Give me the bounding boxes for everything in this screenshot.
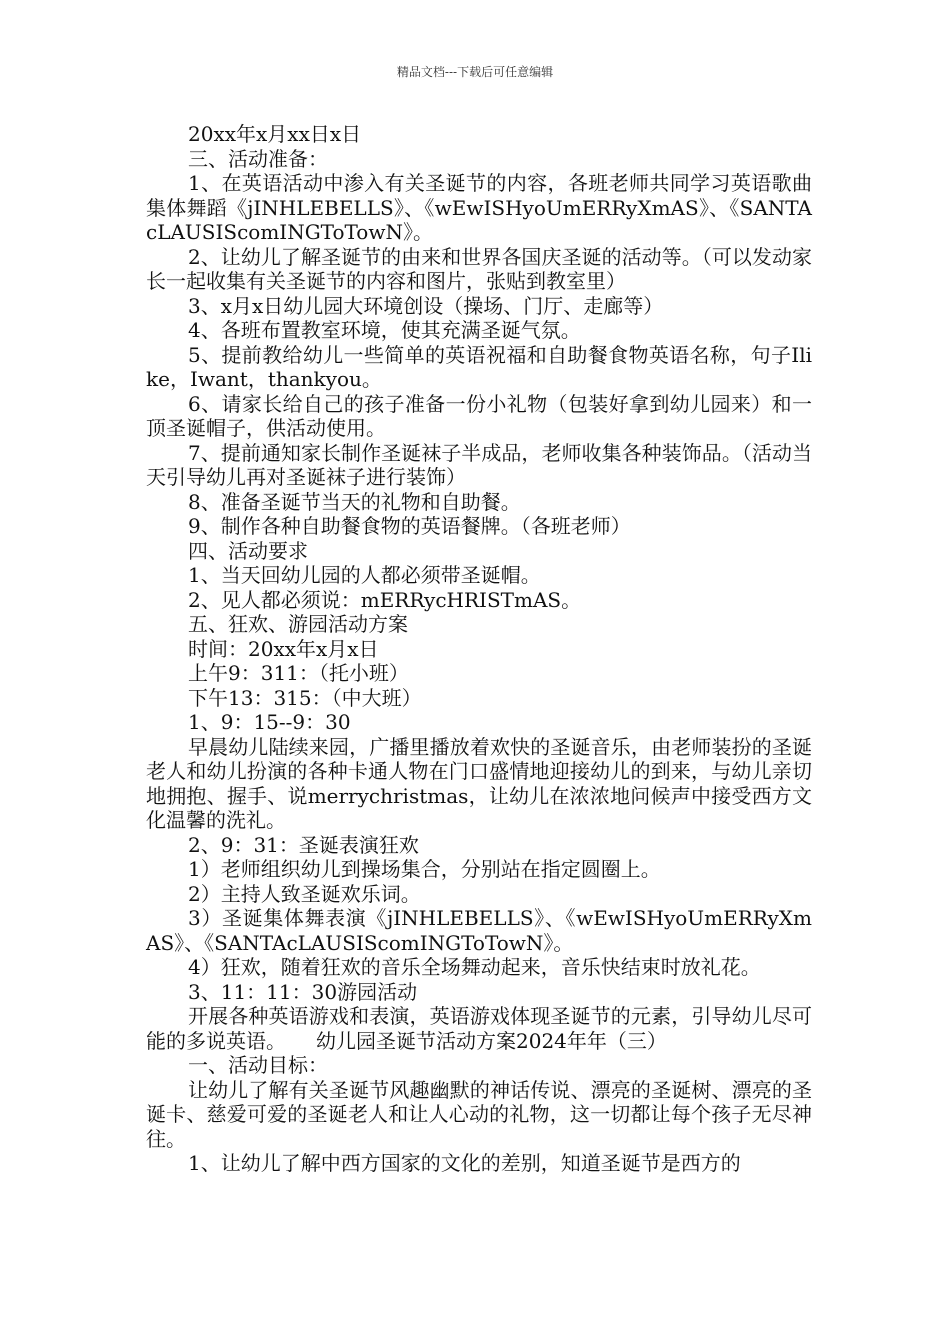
paragraph: 让幼儿了解有关圣诞节风趣幽默的神话传说、漂亮的圣诞树、漂亮的圣诞卡、慈爱可爱的圣诞老人和让人心动的礼物，这一切都让每个孩子无尽神往。 xyxy=(146,1077,812,1151)
section-heading-requirements: 四、活动要求 xyxy=(188,538,308,563)
paragraph: 1、9：15--9：30 xyxy=(188,710,351,734)
paragraph: 开展各种英语游戏和表演，英语游戏体现圣诞节的元素，引导幼儿尽可能的多说英语。 幼儿园圣诞节活动方案2024年年（三） xyxy=(146,1004,812,1053)
paragraph: 6、请家长给自己的孩子准备一份小礼物（包装好拿到幼儿园来）和一顶圣诞帽子，供活动使用。 xyxy=(146,391,812,440)
paragraph: 2、让幼儿了解圣诞节的由来和世界各国庆圣诞的活动等。（可以发动家长一起收集有关圣诞节的内容和图片，张贴到教室里） xyxy=(146,244,812,293)
section-heading-goals: 一、活动目标： xyxy=(188,1053,328,1077)
paragraph: 9、制作各种自助餐食物的英语餐牌。（各班老师） xyxy=(188,514,631,538)
paragraph: 2、见人都必须说：mERRycHRISTmAS。 xyxy=(188,587,582,612)
paragraph: 8、准备圣诞节当天的礼物和自助餐。 xyxy=(188,489,521,514)
paragraph: 2、9：31：圣诞表演狂欢 xyxy=(188,832,419,857)
paragraph: 4、各班布置教室环境，使其充满圣诞气氛。 xyxy=(188,318,581,342)
paragraph: 7、提前通知家长制作圣诞袜子半成品，老师收集各种装饰品。（活动当天引导幼儿再对圣诞袜子进行装饰） xyxy=(146,440,812,489)
paragraph: 早晨幼儿陆续来园，广播里播放着欢快的圣诞音乐，由老师装扮的圣诞老人和幼儿扮演的各种卡通人物在门口盛情地迎接幼儿的到来，与幼儿亲切地拥抱、握手、说merrychristmas，让幼儿在浓浓地问候声中接受西方文化温馨的洗礼。 xyxy=(146,734,812,832)
paragraph: 下午13：315：（中大班） xyxy=(188,685,422,710)
section-heading-carnival: 五、狂欢、游园活动方案 xyxy=(188,612,408,636)
paragraph: 上午9：311：（托小班） xyxy=(188,661,409,685)
paragraph: 4）狂欢，随着狂欢的音乐全场舞动起来，音乐快结束时放礼花。 xyxy=(188,955,761,979)
paragraph: 1、在英语活动中渗入有关圣诞节的内容，各班老师共同学习英语歌曲集体舞蹈《jINHLEBELLS》、《wEwISHyoUmERRyXmAS》、《SANTAcLAUSIScomINGToTowN》。 xyxy=(146,171,812,244)
paragraph: 3、11：11：30游园活动 xyxy=(188,979,418,1004)
paragraph: 5、提前教给幼儿一些简单的英语祝福和自助餐食物英语名称，句子Ilike，Iwant，thankyou。 xyxy=(146,342,812,391)
paragraph: 时间：20xx年x月x日 xyxy=(188,636,379,661)
paragraph: 1、让幼儿了解中西方国家的文化的差别，知道圣诞节是西方的 xyxy=(188,1151,741,1175)
paragraph-date: 20xx年x月xx日x日 xyxy=(188,122,362,146)
paragraph: 3、x月x日幼儿园大环境创设（操场、门厅、走廊等） xyxy=(188,293,664,318)
paragraph: 3）圣诞集体舞表演《jINHLEBELLS》、《wEwISHyoUmERRyXmAS》、《SANTAcLAUSIScomINGToTowN》。 xyxy=(146,906,812,955)
section-heading-preparation: 三、活动准备： xyxy=(188,146,328,171)
paragraph: 1、当天回幼儿园的人都必须带圣诞帽。 xyxy=(188,563,541,587)
paragraph: 2）主持人致圣诞欢乐词。 xyxy=(188,881,421,906)
paragraph: 1）老师组织幼儿到操场集合，分别站在指定圆圈上。 xyxy=(188,857,661,881)
page-header: 精品文档---下载后可任意编辑 xyxy=(396,65,554,79)
document-body xyxy=(146,122,812,1176)
